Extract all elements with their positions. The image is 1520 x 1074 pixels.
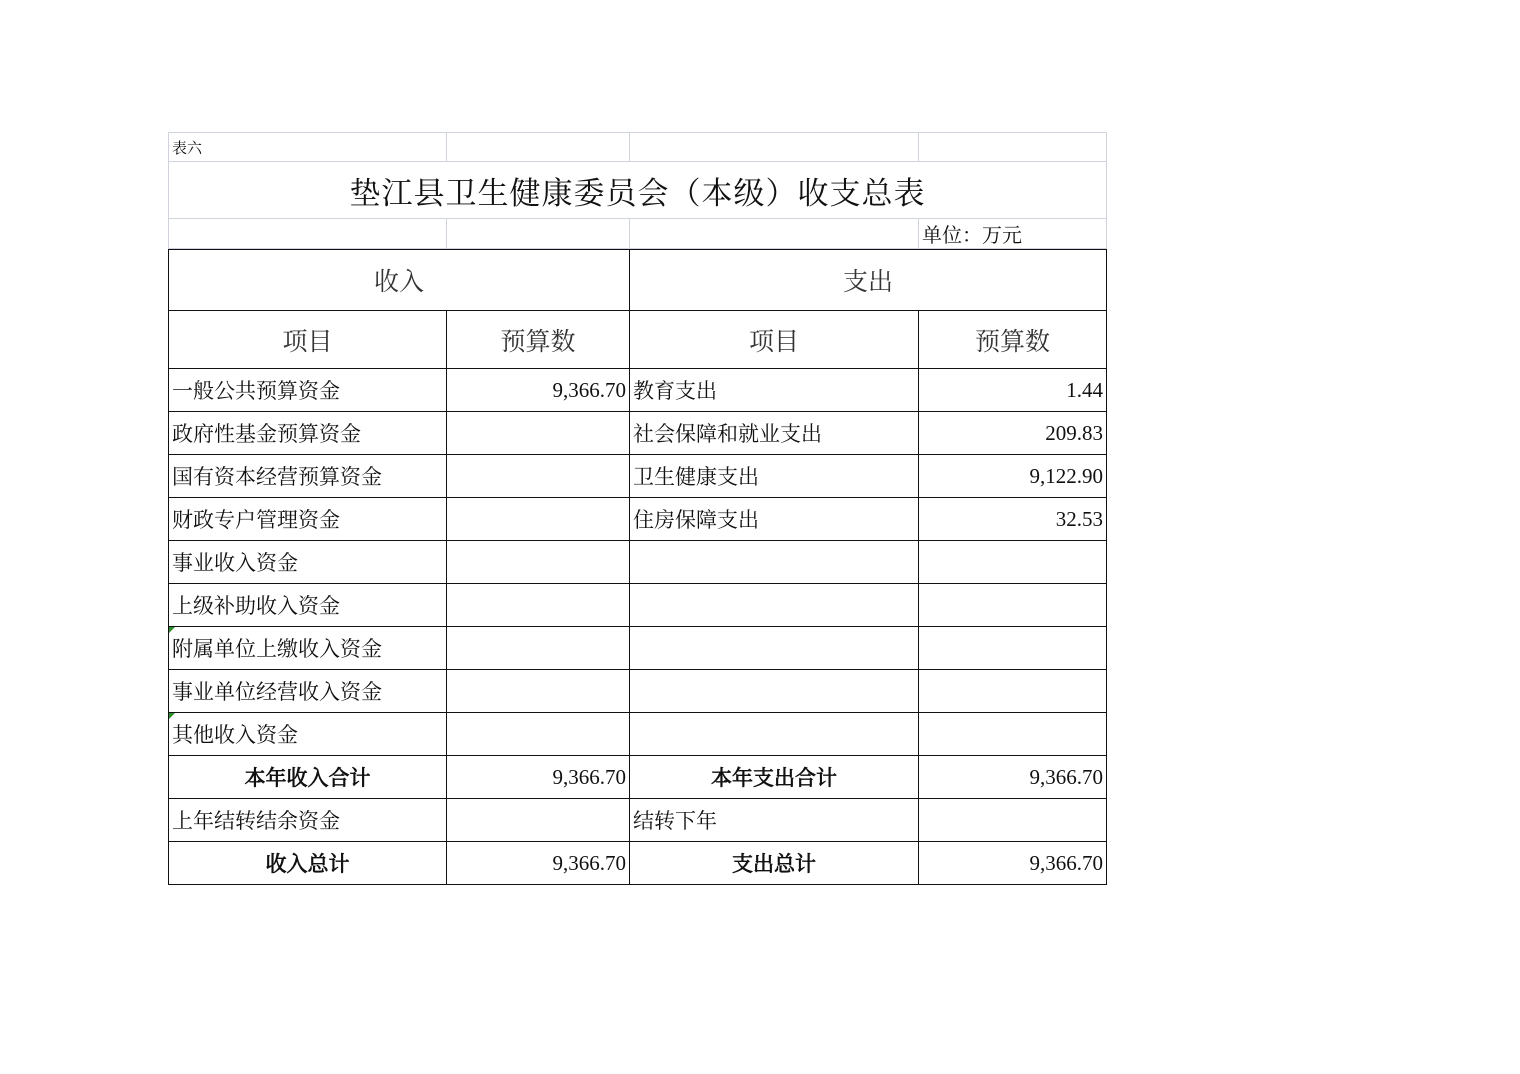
- income-header: 收入: [169, 250, 630, 311]
- table-row: [169, 369, 1107, 412]
- year-expense-total-label[interactable]: 本年支出合计: [630, 756, 919, 799]
- expense-value-cell[interactable]: [919, 627, 1107, 670]
- expense-item-header: 项目: [630, 311, 919, 369]
- expense-value-cell[interactable]: [919, 713, 1107, 756]
- income-item-cell[interactable]: 事业收入资金: [169, 541, 447, 584]
- income-value-cell[interactable]: 9,366.70: [447, 369, 630, 412]
- table-row: [169, 584, 1107, 627]
- income-value-cell[interactable]: [447, 498, 630, 541]
- empty-cell[interactable]: [630, 219, 919, 249]
- empty-cell[interactable]: [447, 219, 630, 249]
- table-row: [169, 627, 1107, 670]
- income-value-cell[interactable]: [447, 627, 630, 670]
- carry-out-value[interactable]: [919, 799, 1107, 842]
- expense-item-cell[interactable]: 住房保障支出: [630, 498, 919, 541]
- expense-item-cell[interactable]: [630, 584, 919, 627]
- expense-value-cell[interactable]: 1.44: [919, 369, 1107, 412]
- expense-value-cell[interactable]: [919, 541, 1107, 584]
- expense-item-cell[interactable]: 卫生健康支出: [630, 455, 919, 498]
- expense-budget-header: 预算数: [919, 311, 1107, 369]
- page-title: 垫江县卫生健康委员会（本级）收支总表: [169, 162, 1107, 219]
- income-value-cell[interactable]: [447, 584, 630, 627]
- budget-sheet: [168, 132, 1106, 885]
- income-value-cell[interactable]: [447, 455, 630, 498]
- empty-cell[interactable]: [630, 133, 919, 162]
- income-value-cell[interactable]: [447, 670, 630, 713]
- expense-item-cell[interactable]: 教育支出: [630, 369, 919, 412]
- income-value-cell[interactable]: [447, 412, 630, 455]
- expense-header: 支出: [630, 250, 1107, 311]
- table-row: [169, 412, 1107, 455]
- grand-income-total-value[interactable]: 9,366.70: [447, 842, 630, 885]
- expense-item-cell[interactable]: [630, 541, 919, 584]
- income-item-cell[interactable]: 国有资本经营预算资金: [169, 455, 447, 498]
- income-value-cell[interactable]: [447, 713, 630, 756]
- table-row: [169, 498, 1107, 541]
- carry-over-row: [169, 799, 1107, 842]
- empty-cell[interactable]: [169, 219, 447, 249]
- income-item-cell[interactable]: 政府性基金预算资金: [169, 412, 447, 455]
- expense-value-cell[interactable]: 32.53: [919, 498, 1107, 541]
- empty-cell[interactable]: [919, 133, 1107, 162]
- sheet-tag: 表六: [169, 133, 447, 162]
- income-value-cell[interactable]: [447, 541, 630, 584]
- expense-item-cell[interactable]: 社会保障和就业支出: [630, 412, 919, 455]
- year-expense-total-value[interactable]: 9,366.70: [919, 756, 1107, 799]
- income-item-cell[interactable]: 上级补助收入资金: [169, 584, 447, 627]
- expense-value-cell[interactable]: [919, 584, 1107, 627]
- grand-expense-total-value[interactable]: 9,366.70: [919, 842, 1107, 885]
- year-total-row: [169, 756, 1107, 799]
- expense-item-cell[interactable]: [630, 670, 919, 713]
- income-budget-header: 预算数: [447, 311, 630, 369]
- empty-cell[interactable]: [447, 133, 630, 162]
- table-row: [169, 455, 1107, 498]
- year-income-total-value[interactable]: 9,366.70: [447, 756, 630, 799]
- expense-value-cell[interactable]: [919, 670, 1107, 713]
- unit-label: 单位：万元: [919, 219, 1107, 249]
- income-item-cell[interactable]: 附属单位上缴收入资金: [169, 627, 447, 670]
- year-income-total-label[interactable]: 本年收入合计: [169, 756, 447, 799]
- table-row: [169, 541, 1107, 584]
- expense-value-cell[interactable]: 209.83: [919, 412, 1107, 455]
- expense-item-cell[interactable]: [630, 713, 919, 756]
- grand-income-total-label[interactable]: 收入总计: [169, 842, 447, 885]
- income-item-cell[interactable]: 事业单位经营收入资金: [169, 670, 447, 713]
- expense-item-cell[interactable]: [630, 627, 919, 670]
- income-item-cell[interactable]: 一般公共预算资金: [169, 369, 447, 412]
- carry-out-label[interactable]: 结转下年: [630, 799, 919, 842]
- grand-total-row: [169, 842, 1107, 885]
- sheet-header-grid: [168, 132, 1107, 249]
- income-expense-table: [168, 249, 1107, 885]
- income-item-header: 项目: [169, 311, 447, 369]
- expense-value-cell[interactable]: 9,122.90: [919, 455, 1107, 498]
- table-row: [169, 670, 1107, 713]
- income-item-cell[interactable]: 其他收入资金: [169, 713, 447, 756]
- carry-in-value[interactable]: [447, 799, 630, 842]
- carry-in-label[interactable]: 上年结转结余资金: [169, 799, 447, 842]
- table-row: [169, 713, 1107, 756]
- grand-expense-total-label[interactable]: 支出总计: [630, 842, 919, 885]
- income-item-cell[interactable]: 财政专户管理资金: [169, 498, 447, 541]
